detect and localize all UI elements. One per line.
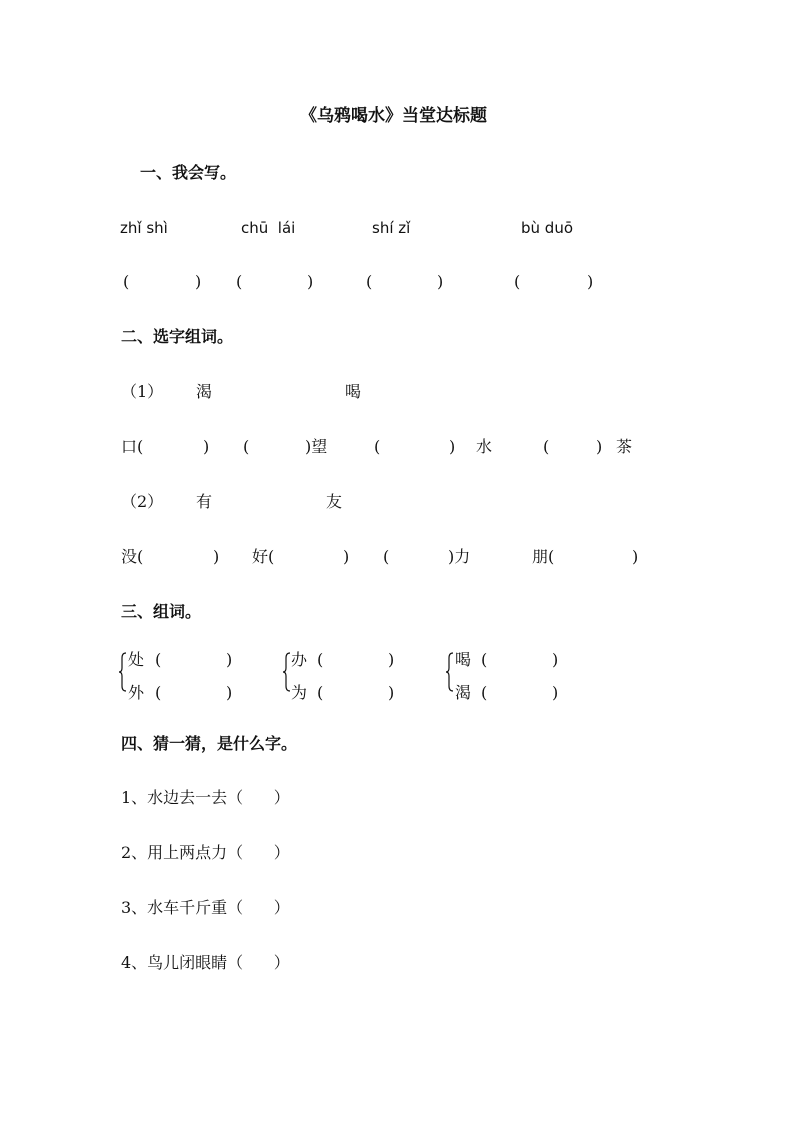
row1-item-4-open[interactable]: ( bbox=[543, 437, 550, 456]
pair2-bottom-close: ) bbox=[388, 683, 395, 702]
row1-item-4-close: ) bbox=[596, 437, 603, 456]
pair2-top-close: ) bbox=[388, 650, 395, 669]
row2-item-2-close: ) bbox=[343, 547, 350, 566]
pinyin-3: shí zǐ bbox=[372, 219, 411, 237]
riddle-3[interactable]: 3、水车千斤重（ ） bbox=[121, 898, 290, 917]
row1-item-1-close: ) bbox=[203, 437, 210, 456]
pair3-bottom-open[interactable]: ( bbox=[481, 683, 488, 702]
section1-heading: 一、我会写。 bbox=[140, 163, 237, 182]
group1-char-a: 渴 bbox=[196, 382, 213, 401]
pair1-top-open[interactable]: ( bbox=[155, 650, 162, 669]
pair3-bottom-close: ) bbox=[552, 683, 559, 702]
page-title: 《乌鸦喝水》当堂达标题 bbox=[300, 106, 487, 126]
answer-blank-3-close: ) bbox=[437, 272, 444, 291]
pair3-top-char: 喝 bbox=[455, 650, 472, 669]
row1-item-2-close: )望 bbox=[305, 437, 328, 456]
row2-item-4-open[interactable]: 朋( bbox=[532, 547, 555, 566]
pair2-bottom-open[interactable]: ( bbox=[317, 683, 324, 702]
pair1-bottom-close: ) bbox=[226, 683, 233, 702]
row2-item-1-open[interactable]: 没( bbox=[121, 547, 144, 566]
answer-blank-4-open[interactable]: ( bbox=[514, 272, 521, 291]
row2-item-3-close: )力 bbox=[448, 547, 471, 566]
section2-heading: 二、选字组词。 bbox=[121, 327, 234, 346]
group2-char-a: 有 bbox=[196, 492, 213, 511]
pair3-top-close: ) bbox=[552, 650, 559, 669]
pinyin-4: bù duō bbox=[521, 219, 574, 237]
row1-item-3-open[interactable]: ( bbox=[374, 437, 381, 456]
pinyin-1: zhǐ shì bbox=[120, 219, 168, 237]
row1-item-4-char: 茶 bbox=[616, 437, 633, 456]
left-brace-icon bbox=[119, 652, 127, 692]
pair1-top-close: ) bbox=[226, 650, 233, 669]
left-brace-icon bbox=[446, 652, 454, 692]
row2-item-3-open[interactable]: ( bbox=[383, 547, 390, 566]
pair2-top-char: 办 bbox=[291, 650, 308, 669]
pair2-bottom-char: 为 bbox=[291, 683, 308, 702]
row1-item-3-char: 水 bbox=[476, 437, 493, 456]
row2-item-1-close: ) bbox=[213, 547, 220, 566]
pair3-top-open[interactable]: ( bbox=[481, 650, 488, 669]
pair1-bottom-char: 外 bbox=[128, 683, 145, 702]
group1-char-b: 喝 bbox=[345, 382, 362, 401]
row1-item-3-close: ) bbox=[449, 437, 456, 456]
row2-item-4-close: ) bbox=[632, 547, 639, 566]
row2-item-2-open[interactable]: 好( bbox=[252, 547, 275, 566]
group2-char-b: 友 bbox=[326, 492, 343, 511]
riddle-4[interactable]: 4、鸟儿闭眼睛（ ） bbox=[121, 953, 290, 972]
pinyin-2: chū lái bbox=[241, 219, 296, 237]
pair1-bottom-open[interactable]: ( bbox=[155, 683, 162, 702]
group1-number: （1） bbox=[121, 382, 164, 401]
left-brace-icon bbox=[283, 652, 291, 692]
answer-blank-4-close: ) bbox=[587, 272, 594, 291]
pair3-bottom-char: 渴 bbox=[455, 683, 472, 702]
group2-number: （2） bbox=[121, 492, 164, 511]
answer-blank-3-open[interactable]: ( bbox=[366, 272, 373, 291]
row1-item-2-open[interactable]: ( bbox=[243, 437, 250, 456]
pair1-top-char: 处 bbox=[128, 650, 145, 669]
riddle-2[interactable]: 2、用上两点力（ ） bbox=[121, 843, 290, 862]
riddle-1[interactable]: 1、水边去一去（ ） bbox=[121, 788, 290, 807]
section4-heading: 四、猜一猜，是什么字。 bbox=[121, 734, 298, 753]
answer-blank-2-open[interactable]: ( bbox=[236, 272, 243, 291]
answer-blank-2-close: ) bbox=[307, 272, 314, 291]
pair2-top-open[interactable]: ( bbox=[317, 650, 324, 669]
answer-blank-1-close: ) bbox=[195, 272, 202, 291]
answer-blank-1-open[interactable]: ( bbox=[123, 272, 130, 291]
section3-heading: 三、组词。 bbox=[121, 602, 202, 621]
row1-item-1-open[interactable]: 口( bbox=[121, 437, 144, 456]
